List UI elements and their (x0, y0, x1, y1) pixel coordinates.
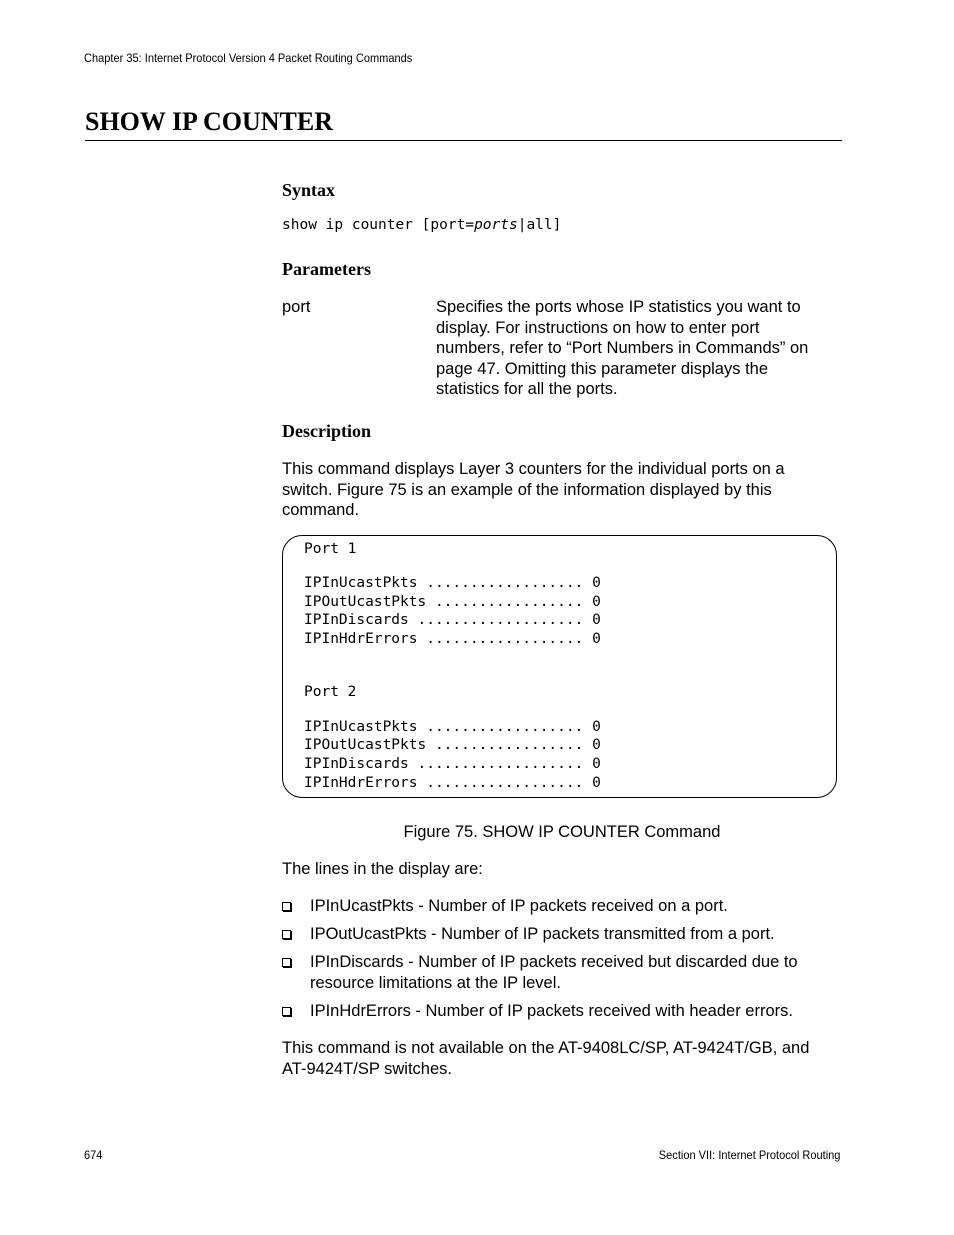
figure-counter-row: IPInDiscards ................... 0 (304, 756, 601, 772)
lines-intro: The lines in the display are: (282, 860, 483, 878)
syntax-command-suffix: |all] (517, 217, 562, 233)
bullet-item (310, 896, 728, 917)
description-line: switch. Figure 75 is an example of the information displayed by this (282, 480, 772, 499)
description-heading: Description (282, 421, 371, 441)
parameter-description-line: display. For instructions on how to enter port (436, 318, 760, 337)
note-line: AT-9424T/SP switches. (282, 1059, 452, 1078)
bullet-line: IPOutUcastPkts - Number of IP packets transmitted from a port. (310, 925, 775, 943)
figure-counter-row: IPInUcastPkts .................. 0 (304, 719, 601, 735)
parameter-description-line: numbers, refer to “Port Numbers in Commands” on (436, 339, 809, 357)
figure-port-label: Port 1 (304, 541, 357, 557)
bullet-icon (282, 958, 291, 967)
parameter-description-line: Specifies the ports whose IP statistics you want to (436, 298, 801, 316)
title-rule (85, 140, 842, 141)
bullet-icon (282, 902, 291, 911)
parameter-description-line: statistics for all the ports. (436, 380, 618, 398)
syntax-heading: Syntax (282, 180, 336, 200)
parameter-name: port (282, 298, 311, 316)
syntax-command-prefix: show ip counter [port= (282, 217, 475, 233)
bullet-item (310, 952, 798, 993)
bullet-icon (282, 1007, 291, 1016)
syntax-command-param: ports (474, 217, 518, 233)
bullet-item (310, 924, 775, 945)
figure-caption: Figure 75. SHOW IP COUNTER Command (403, 823, 721, 841)
description-text (282, 459, 842, 521)
bullet-line: resource limitations at the IP level. (310, 973, 561, 992)
chapter-header: Chapter 35: Internet Protocol Version 4 Packet Routing Commands (84, 51, 413, 65)
bullet-line: IPInDiscards - Number of IP packets received but discarded due to (310, 953, 798, 971)
parameter-description (436, 297, 846, 400)
footer-section: Section VII: Internet Protocol Routing (658, 1148, 840, 1162)
figure-counter-row: IPOutUcastPkts ................. 0 (304, 594, 601, 610)
figure-counter-row: IPInUcastPkts .................. 0 (304, 575, 601, 591)
description-line: This command displays Layer 3 counters for the individual ports on a (282, 460, 785, 478)
parameters-heading: Parameters (282, 259, 371, 279)
bullet-line: IPInHdrErrors - Number of IP packets received with header errors. (310, 1002, 793, 1020)
figure-counter-row: IPOutUcastPkts ................. 0 (304, 737, 601, 753)
bullet-item (310, 1001, 793, 1022)
bullet-icon (282, 930, 291, 939)
note-line: This command is not available on the AT-9408LC/SP, AT-9424T/GB, and (282, 1039, 810, 1057)
parameter-description-line: page 47. Omitting this parameter displays the (436, 359, 769, 378)
figure-port-label: Port 2 (304, 684, 357, 700)
syntax-command (282, 217, 561, 233)
availability-note (282, 1038, 847, 1079)
figure-counter-row: IPInHdrErrors .................. 0 (304, 775, 601, 791)
page-number: 674 (84, 1148, 103, 1162)
figure-counter-row: IPInHdrErrors .................. 0 (304, 631, 601, 647)
bullet-line: IPInUcastPkts - Number of IP packets received on a port. (310, 897, 728, 915)
figure-counter-row: IPInDiscards ................... 0 (304, 612, 601, 628)
page-title: SHOW IP COUNTER (85, 107, 334, 136)
description-line: command. (282, 501, 360, 519)
